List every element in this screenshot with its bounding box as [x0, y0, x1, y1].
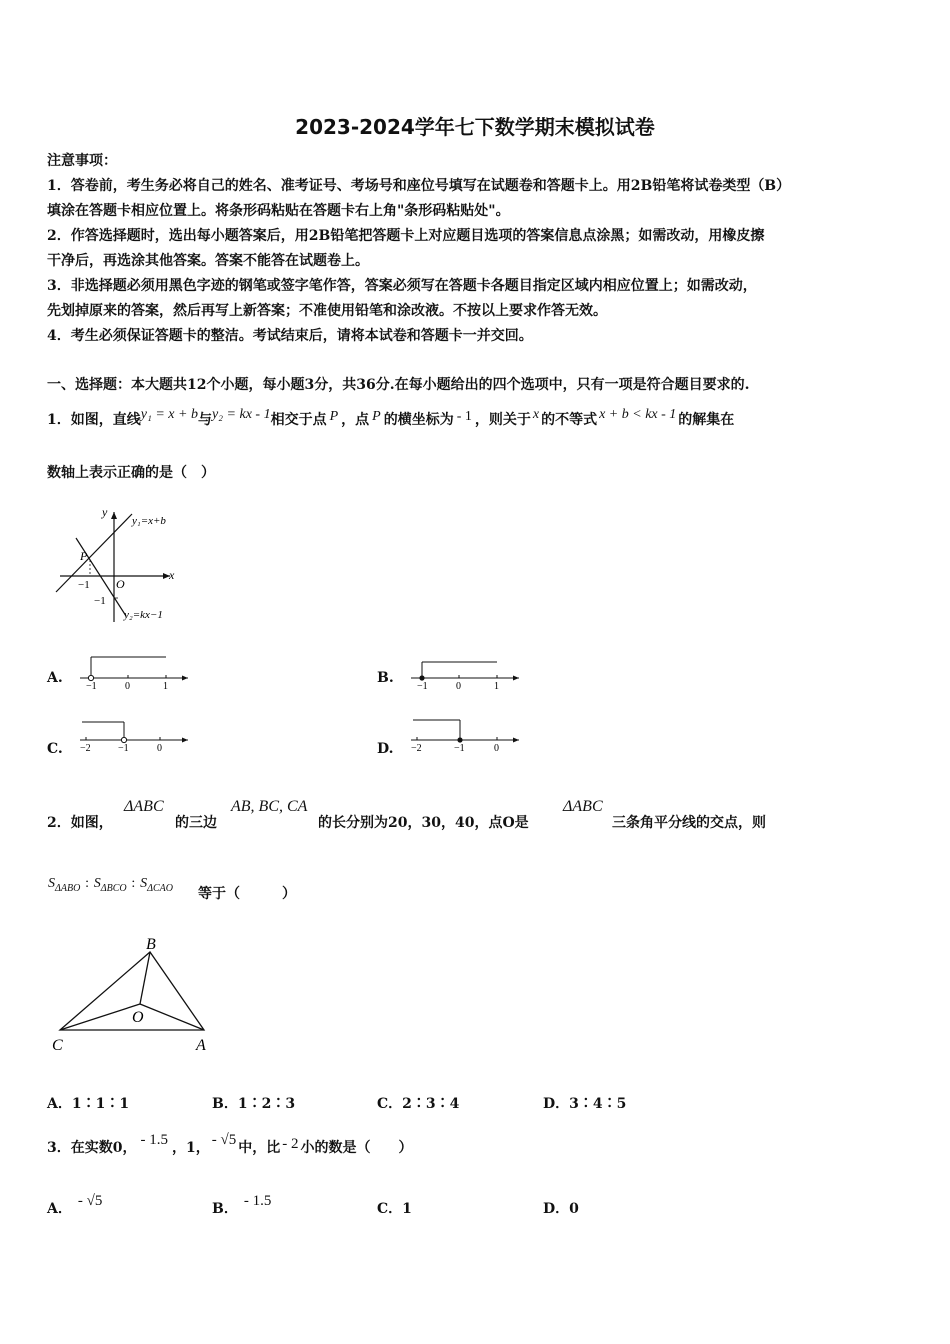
tick-label: −1: [86, 681, 97, 690]
option-label: B．: [212, 1201, 238, 1217]
arrow-icon: [182, 676, 188, 681]
option-label: C．: [377, 1096, 403, 1112]
point-p-label: P: [80, 549, 88, 563]
tick-label: −2: [411, 743, 422, 752]
option-a-label[interactable]: A.: [47, 670, 63, 686]
q1-text: ，点: [341, 412, 370, 428]
open-dot: [88, 675, 93, 680]
option-text: 1: [402, 1201, 412, 1217]
q2-text: 的三边: [175, 815, 217, 831]
option-text: 0: [569, 1201, 579, 1217]
q1-formula: x + b < kx - 1: [599, 407, 677, 422]
option-b-label[interactable]: B.: [377, 670, 394, 686]
tick-label: −1: [454, 743, 465, 752]
option-text: - √5: [77, 1193, 103, 1209]
option-c-numberline[interactable]: [76, 716, 196, 752]
area-subscript: ΔCAO: [147, 883, 173, 894]
point-o-label: O: [132, 1009, 144, 1026]
q3-option-d[interactable]: [543, 1198, 579, 1218]
q3-option-a[interactable]: [47, 1193, 103, 1218]
option-label: C．: [377, 1201, 403, 1217]
option-c-label[interactable]: C.: [47, 741, 63, 757]
question-1-stem: [47, 408, 927, 433]
area-symbol: S: [48, 876, 55, 891]
closed-dot: [419, 675, 424, 680]
note-line: 先划掉原来的答案，然后再写上新答案；不准使用铅笔和涂改液。不按以上要求作答无效。: [47, 303, 607, 319]
q2-text: 2．如图，: [47, 815, 113, 831]
q3-formula: - 2: [282, 1136, 299, 1152]
q1-text: 1．如图，直线: [47, 412, 141, 428]
option-d-label[interactable]: D.: [377, 741, 394, 757]
q1-text: 的横坐标为: [383, 412, 454, 428]
note-line: 3．非选择题必须用黑色字迹的钢笔或签字笔作答，答案必须写在答题卡各题目指定区域内相应位置上；如需改动，: [47, 278, 757, 294]
option-text: 1∶2∶3: [237, 1096, 296, 1112]
q3-text: ，1，: [171, 1140, 210, 1156]
q3-text: 小的数是（ ）: [300, 1140, 413, 1156]
option-b-numberline[interactable]: [407, 654, 527, 690]
tick-label: 1: [494, 681, 499, 690]
tick-label: 0: [456, 681, 461, 690]
option-text: 1∶1∶1: [71, 1096, 130, 1112]
option-label: D．: [543, 1201, 570, 1217]
q2-formula: AB, BC, CA: [231, 798, 308, 815]
note-line: 2．作答选择题时，选出每小题答案后，用2B铅笔把答题卡上对应题目选项的答案信息点涂黑；如需改动，用橡皮擦: [47, 228, 765, 244]
colon: :: [85, 876, 89, 891]
q1-formula: P: [329, 409, 339, 424]
q1-text: 与: [197, 412, 212, 428]
q1-text: 的解集在: [678, 412, 735, 428]
area-subscript: ΔABO: [55, 883, 81, 894]
q2-option-b[interactable]: [212, 1093, 295, 1113]
question-3-stem: [47, 1132, 413, 1161]
option-d-numberline[interactable]: [407, 716, 527, 752]
option-label: D．: [543, 1096, 570, 1112]
q1-formula: y₂ = kx - 1: [211, 407, 271, 422]
arrow-icon: [513, 738, 519, 743]
option-label: B．: [212, 1096, 238, 1112]
neg-one-y-label: −1: [94, 595, 106, 607]
colon: :: [131, 876, 136, 891]
option-text: 2∶3∶4: [402, 1096, 460, 1112]
q3-text: 中，比: [238, 1140, 281, 1156]
q1-formula: y₁ = x + b: [140, 407, 198, 422]
q2-formula: ΔABC: [563, 798, 603, 815]
option-label: A．: [47, 1096, 72, 1112]
tick-label: 0: [494, 743, 499, 752]
tick-label: 1: [163, 681, 168, 690]
q1-formula: x: [532, 407, 540, 422]
q2-option-c[interactable]: [377, 1093, 459, 1113]
q2-formula: ΔABC: [124, 798, 164, 815]
open-dot: [121, 737, 126, 742]
note-line: 1．答卷前，考生务必将自己的姓名、准考证号、考场号和座位号填写在试题卷和答题卡上。用2B铅笔将试卷类型（B）: [47, 178, 791, 194]
area-subscript: ΔBCO: [100, 883, 127, 894]
q3-formula: - 1.5: [140, 1132, 168, 1148]
q1-formula: - 1: [456, 409, 472, 424]
tick-label: −1: [118, 743, 129, 752]
tick-label: −1: [417, 681, 428, 690]
q1-formula: P: [372, 409, 381, 424]
vertex-b-label: B: [146, 936, 156, 953]
vertex-c-label: C: [52, 1037, 63, 1054]
q3-option-b[interactable]: [212, 1193, 272, 1218]
option-label: A．: [47, 1201, 72, 1217]
segment-co: [60, 1004, 140, 1030]
notes-heading: 注意事项：: [47, 153, 117, 169]
x-axis-label: x: [169, 568, 175, 582]
q1-text: 的不等式: [541, 412, 598, 428]
note-line: 填涂在答题卡相应位置上。将条形码粘贴在答题卡右上角"条形码粘贴处"。: [47, 203, 510, 219]
line-y1-label: y₁=x+b: [132, 515, 166, 527]
y-axis-arrow-icon: [111, 512, 117, 519]
q3-text: 3．在实数0，: [47, 1140, 137, 1156]
question-1-line2: 数轴上表示正确的是（ ）: [47, 465, 215, 481]
neg-one-x-label: −1: [78, 579, 90, 591]
q1-text: 相交于点: [270, 412, 327, 428]
page-title: 2023-2024学年七下数学期末模拟试卷: [295, 115, 655, 139]
option-a-numberline[interactable]: [76, 654, 196, 690]
arrow-icon: [182, 738, 188, 743]
q2-option-d[interactable]: [543, 1093, 626, 1113]
y-axis-label: y: [102, 505, 108, 519]
tick-label: 0: [157, 743, 162, 752]
q3-option-c[interactable]: [377, 1198, 412, 1218]
note-line: 4．考生必须保证答题卡的整洁。考试结束后，请将本试卷和答题卡一并交回。: [47, 328, 533, 344]
q3-formula: - √5: [211, 1132, 237, 1148]
q2-text: 等于（ ）: [198, 886, 296, 902]
closed-dot: [457, 737, 462, 742]
tick-label: 0: [125, 681, 130, 690]
q2-option-a[interactable]: [47, 1093, 129, 1113]
area-symbol: S: [93, 876, 101, 891]
q1-text: ，则关于: [474, 412, 531, 428]
vertex-a-label: A: [196, 1037, 206, 1054]
line-y2-label: y₂=kx−1: [124, 609, 163, 621]
q1-graph: [52, 504, 192, 626]
q2-text: 的长分别为20，30，40，点O是: [318, 815, 529, 831]
q2-triangle-figure: [46, 932, 216, 1056]
arrow-icon: [513, 676, 519, 681]
option-text: 3∶4∶5: [569, 1096, 627, 1112]
q2-area-ratio: [48, 873, 173, 894]
tick-label: −2: [80, 743, 91, 752]
option-text: - 1.5: [243, 1193, 272, 1209]
area-symbol: S: [140, 876, 148, 891]
note-line: 干净后，再选涂其他答案。答案不能答在试题卷上。: [47, 253, 369, 269]
q2-text: 三条角平分线的交点，则: [612, 815, 766, 831]
section-heading: 一、选择题：本大题共12个小题，每小题3分，共36分.在每小题给出的四个选项中，只有一项是符合题目要求的.: [47, 377, 750, 393]
origin-label: O: [116, 577, 125, 591]
